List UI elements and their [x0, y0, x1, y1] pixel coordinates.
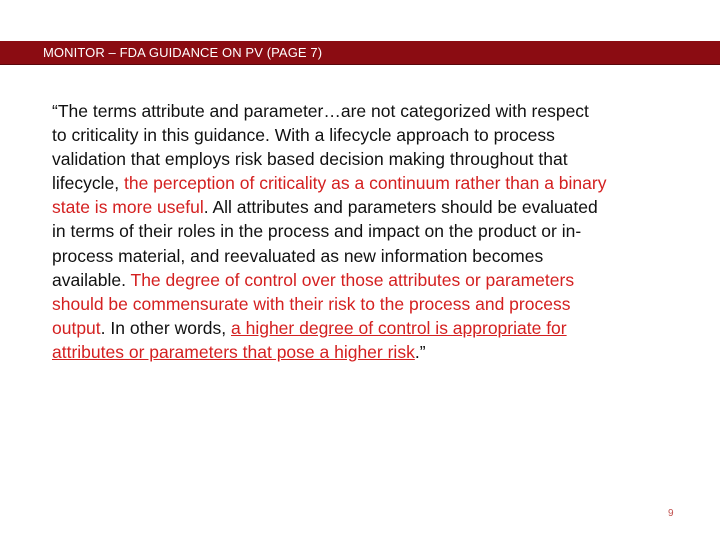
quote-highlight: the perception of criticality as a continuum rather than a binary	[123, 173, 607, 194]
quote-line	[52, 340, 692, 364]
quote-segment: process material, and reevaluated as new information becomes	[52, 245, 544, 266]
quote-segment: . All attributes and parameters should be evaluated	[203, 197, 598, 218]
quote-segment: .”	[414, 341, 426, 362]
quote-highlight: output	[52, 317, 101, 338]
quote-segment: lifecycle,	[52, 173, 124, 194]
quote-line	[52, 195, 692, 219]
slide-header-bar	[0, 41, 720, 65]
quote-line	[52, 171, 692, 195]
quote-segment: validation that employs risk based decision making throughout that	[52, 149, 568, 170]
quote-line	[52, 316, 692, 340]
quote-line	[52, 268, 692, 292]
quote-highlight: state is more useful	[52, 197, 204, 218]
slide-title: MONITOR – FDA GUIDANCE ON PV (PAGE 7)	[43, 45, 323, 60]
quote-text-block	[52, 99, 692, 364]
quote-segment: to criticality in this guidance. With a lifecycle approach to process	[52, 125, 555, 146]
page-number: 9	[668, 508, 674, 519]
quote-highlight: The degree of control over those attributes or parameters	[130, 269, 575, 290]
quote-line	[52, 147, 692, 171]
quote-highlight: should be commensurate with their risk to the process and process	[52, 293, 571, 314]
quote-segment: “The terms attribute and parameter…are not categorized with respect	[52, 101, 589, 121]
quote-line	[52, 244, 692, 268]
quote-segment: in terms of their roles in the process and impact on the product or in-	[52, 221, 582, 242]
quote-line	[52, 123, 692, 147]
quote-line	[52, 99, 692, 123]
quote-segment: available.	[52, 269, 131, 290]
quote-line	[52, 219, 692, 243]
quote-line	[52, 292, 692, 316]
quote-highlight-underlined: attributes or parameters that pose a higher risk	[52, 341, 415, 362]
quote-segment: . In other words,	[100, 317, 231, 338]
quote-highlight-underlined: a higher degree of control is appropriate for	[231, 317, 567, 338]
